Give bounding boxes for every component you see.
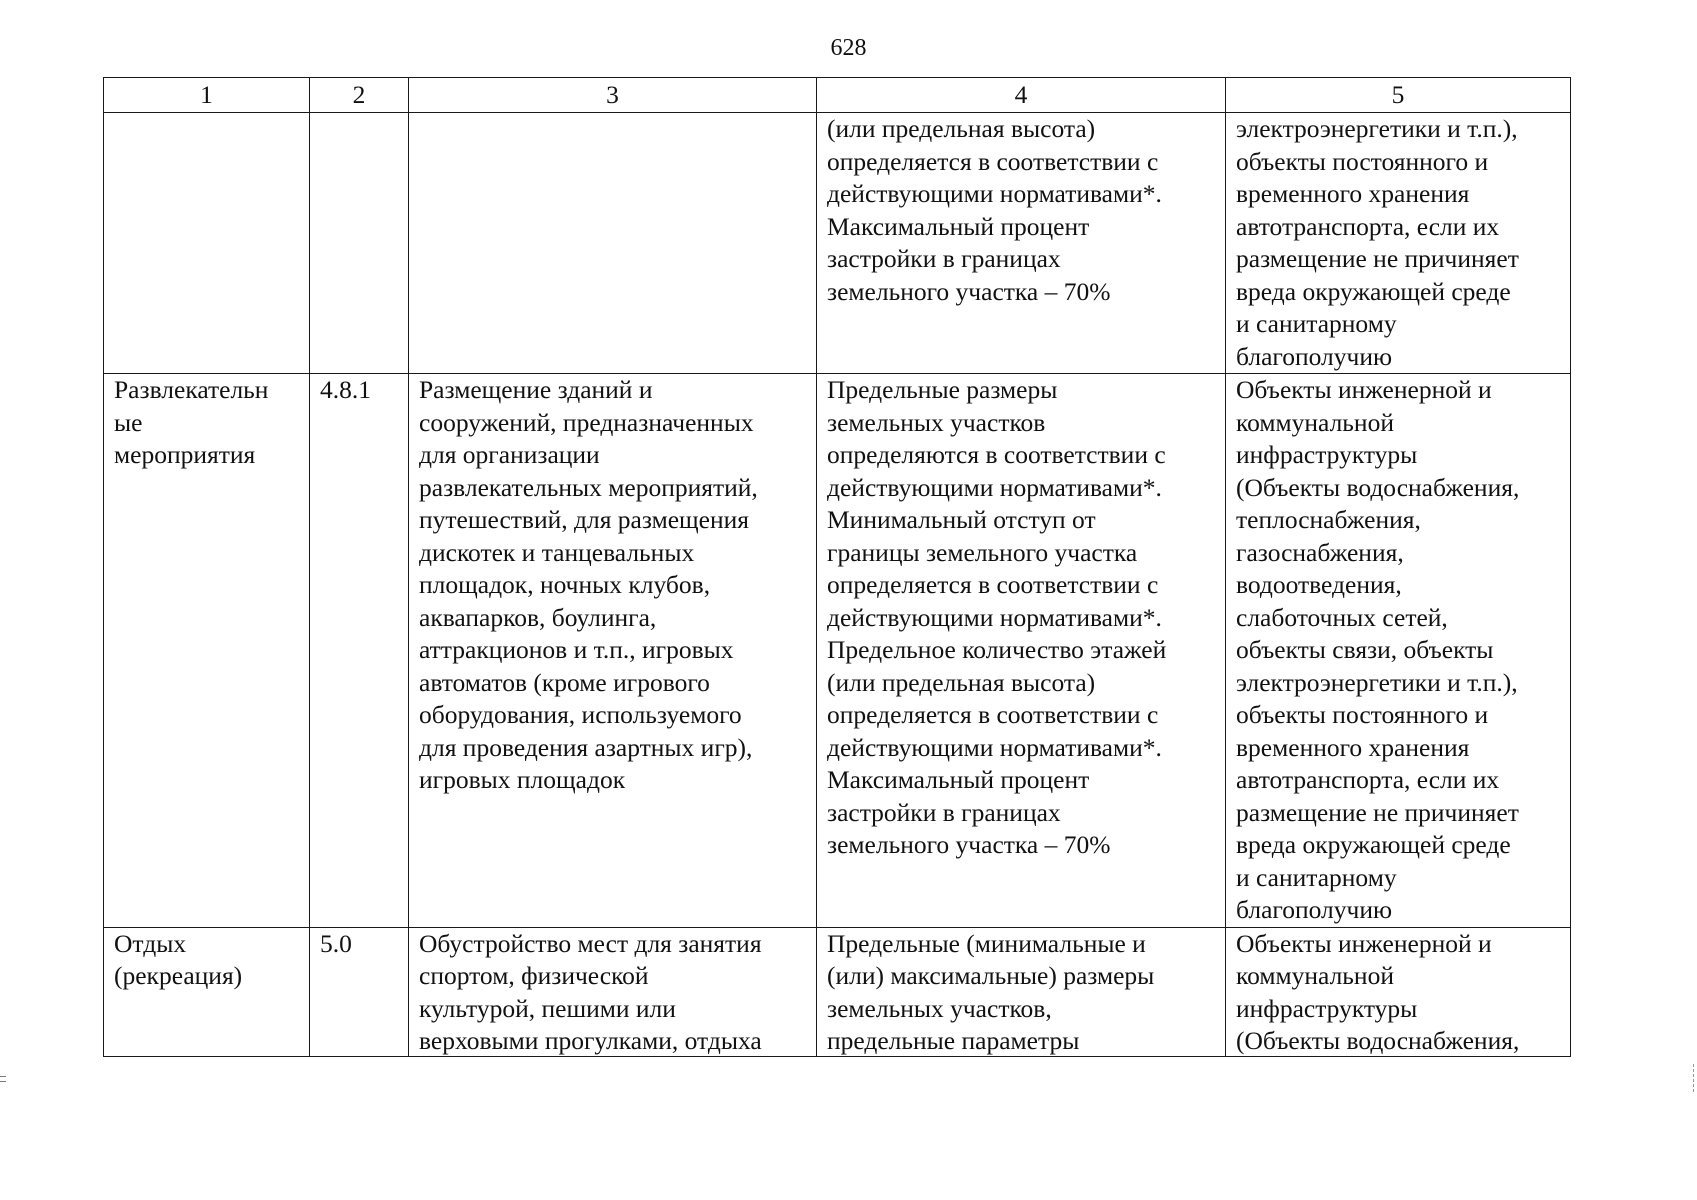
table-row — [104, 113, 1571, 374]
cell-use-description-text: Обустройство мест для занятия спортом, физической культурой, пешими или верховыми прогулками, отдыха — [419, 928, 762, 1055]
cell-use-description — [409, 927, 817, 1056]
cell-use-code-text: 5.0 — [320, 928, 352, 958]
cell-use-code — [310, 927, 409, 1056]
header-row — [104, 78, 1571, 113]
cell-use-name — [104, 927, 310, 1056]
cell-use-code — [310, 113, 409, 374]
cell-parameters: Предельные размеры земельных участков определяются в соответствии с действующими нормативами*. Минимальный отступ от границы земельного участка определяется в соответствии с действующими нормативами*. Предельное количество этажей (или предельная высота) определяется в соответствии с действующими нормативами*. Максимальный процент застройки в границах земельного участка – 70% — [817, 374, 1226, 928]
table-header — [104, 78, 1571, 113]
scan-edge-mark-right — [1693, 1064, 1697, 1092]
column-header-5: 5 — [1226, 78, 1571, 113]
cell-parameters: (или предельная высота) определяется в соответствии с действующими нормативами*. Максимальный процент застройки в границах земельного участка – 70% — [817, 113, 1226, 374]
cell-auxiliary-uses: электроэнергетики и т.п.), объекты постоянного и временного хранения автотранспорта, если их размещение не причиняет вреда окружающей среде и санитарному благополучию — [1226, 113, 1571, 374]
cell-use-code: 4.8.1 — [310, 374, 409, 928]
cell-use-description: Размещение зданий и сооружений, предназначенных для организации развлекательных мероприятий, путешествий, для размещения дискотек и танцевальных площадок, ночных клубов, аквапарков, боулинга, аттракционов и т.п., игровых автоматов (кроме игрового оборудования, используемого для проведения азартных игр), игровых площадок — [409, 374, 817, 928]
cell-parameters-text: Предельные (минимальные и (или) максимальные) размеры земельных участков, предельные параметры — [827, 928, 1155, 1055]
table-row — [104, 374, 1571, 928]
cell-use-name — [104, 113, 310, 374]
cell-auxiliary-uses: Объекты инженерной и коммунальной инфраструктуры (Объекты водоснабжения, теплоснабжения, газоснабжения, водоотведения, слаботочных сетей, объекты связи, объекты электроэнергетики и т.п.), объекты постоянного и временного хранения автотранспорта, если их размещение не причиняет вреда окружающей среде и санитарному благополучию — [1226, 374, 1571, 928]
column-header-4: 4 — [817, 78, 1226, 113]
column-header-1: 1 — [104, 78, 310, 113]
column-header-3: 3 — [409, 78, 817, 113]
page-number: 628 — [830, 35, 867, 61]
cell-use-name-text: Отдых (рекреация) — [114, 928, 243, 990]
cell-use-name: Развлекательн ые мероприятия — [104, 374, 310, 928]
cell-auxiliary-uses-text: Объекты инженерной и коммунальной инфраструктуры (Объекты водоснабжения, — [1236, 928, 1520, 1055]
cell-use-description — [409, 113, 817, 374]
cell-parameters — [817, 927, 1226, 1056]
column-header-2: 2 — [310, 78, 409, 113]
scan-edge-mark-left — [0, 1076, 6, 1082]
table-body — [104, 113, 1571, 1057]
zoning-table — [103, 77, 1571, 1057]
table-row — [104, 927, 1571, 1056]
cell-auxiliary-uses — [1226, 927, 1571, 1056]
